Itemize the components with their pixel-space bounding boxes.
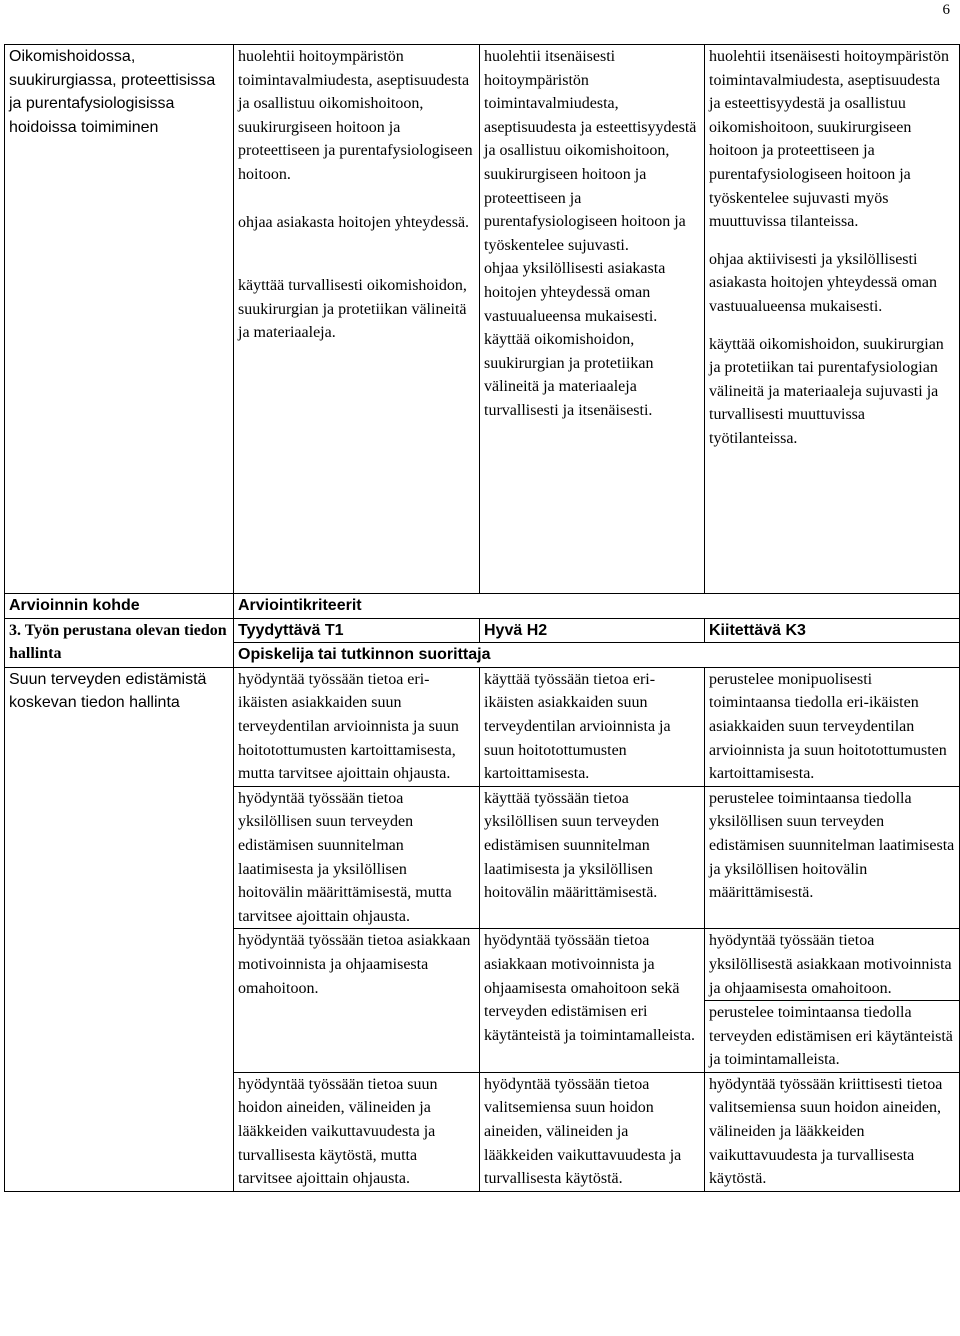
section3-k3-cell: perustelee toimintaansa tiedolla yksilöllisen suun terveyden edistämisen suunnitelman laatimisesta ja yksilöllisen hoitovälin määrittämisestä. [705,786,960,929]
section2-k3-item: huolehtii itsenäisesti hoitoympäristön toimintavalmiudesta, aseptisuudesta ja esteettisyydestä ja osallistuu oikomishoitoon, suukirurgiseen hoitoon ja proteettiseen ja purentafysiologiseen hoitoon ja työskentelee sujuvasti myös muuttuvissa tilanteissa. [709,48,949,231]
section2-t1-item: ohjaa asiakasta hoitojen yhteydessä. [238,213,470,231]
grade-h2-header: Hyvä H2 [480,618,705,643]
section3-k3-cell [705,929,960,1073]
section2-label: Oikomishoidossa, suukirurgiassa, proteettisissa ja purentafysiologisissa hoidoissa toimiminen [5,45,234,594]
section2-t1-item: käyttää turvallisesti oikomishoidon, suukirurgian ja protetiikan välineitä ja materiaaleja. [238,277,467,342]
section2-row [5,45,960,594]
grade-t1-header: Tyydyttävä T1 [234,618,480,643]
target-header: Arvioinnin kohde [5,594,234,619]
grade-k3-header: Kiitettävä K3 [705,618,960,643]
section3-row-1 [5,667,960,786]
section3-k3-subitem: hyödyntää työssään tietoa yksilöllisestä asiakkaan motivoinnista ja ohjaamisesta omahoitoon. [705,929,959,1001]
section2-t1-item: huolehtii hoitoympäristön toimintavalmiudesta, aseptisuudesta ja osallistuu oikomishoitoon, suukirurgiseen hoitoon ja proteettiseen ja purentafysiologiseen hoitoon. [238,48,473,183]
section3-t1-cell: hyödyntää työssään tietoa asiakkaan motivoinnista ja ohjaamisesta omahoitoon. [234,929,480,1073]
section3-t1-cell: hyödyntää työssään tietoa suun hoidon aineiden, välineiden ja lääkkeiden vaikuttavuudesta ja turvallisesta käytöstä, mutta tarvitsee ajoittain ohjausta. [234,1072,480,1191]
section3-h2-cell: hyödyntää työssään tietoa valitsemiensa suun hoidon aineiden, välineiden ja lääkkeiden vaikuttavuudesta ja turvallisesta käytöstä. [480,1072,705,1191]
section3-title: 3. Työn perustana olevan tiedon hallinta [5,618,234,667]
section2-h2-item: ohjaa yksilöllisesti asiakasta hoitojen yhteydessä oman vastuualueensa mukaisesti. [484,260,666,325]
section3-label: Suun terveyden edistämistä koskevan tiedon hallinta [5,667,234,1191]
section3-k3-cell: hyödyntää työssään kriittisesti tietoa valitsemiensa suun hoidon aineiden, välineiden ja lääkkeiden vaikuttavuudesta ja turvallisesta käytöstä. [705,1072,960,1191]
section2-k3-item: ohjaa aktiivisesti ja yksilöllisesti asiakasta hoitojen yhteydessä oman vastuualueensa mukaisesti. [709,250,937,315]
header-row [5,594,960,619]
section3-t1-cell: hyödyntää työssään tietoa eri-ikäisten asiakkaiden suun terveydentilan arvioinnista ja suun hoitotottumusten kartoittamisesta, mutta tarvitsee ajoittain ohjausta. [234,667,480,786]
criteria-header: Arviointikriteerit [234,594,960,619]
grade-header-row [5,618,960,643]
section3-h2-cell: käyttää työssään tietoa eri-ikäisten asiakkaiden suun terveydentilan arvioinnista ja suun hoitotottumusten kartoittamisesta. [480,667,705,786]
section2-k3-cell [705,45,960,594]
section2-h2-item: huolehtii itsenäisesti hoitoympäristön toimintavalmiudesta, aseptisuudesta ja esteettisyydestä ja osallistuu oikomishoitoon, suukirurgiseen hoitoon ja proteettiseen ja purentafysiologiseen hoitoon ja työskentelee sujuvasti. [484,48,697,254]
student-header: Opiskelija tai tutkinnon suorittaja [234,643,960,668]
page-number: 6 [942,2,950,18]
section3-k3-cell: perustelee monipuolisesti toimintaansa tiedolla eri-ikäisten asiakkaiden suun terveydentilan arvioinnista ja suun hoitotottumusten kartoittamisesta. [705,667,960,786]
section3-t1-cell: hyödyntää työssään tietoa yksilöllisen suun terveyden edistämisen suunnitelman laatimisesta ja yksilöllisen hoitovälin määrittämisestä, mutta tarvitsee ajoittain ohjausta. [234,786,480,929]
assessment-criteria-table [4,44,960,1192]
section2-k3-item: käyttää oikomishoidon, suukirurgian ja protetiikan tai purentafysiologian välineitä ja materiaaleja sujuvasti ja turvallisesti muuttuvissa työtilanteissa. [709,335,944,447]
section2-t1-cell [234,45,480,594]
section2-h2-item: käyttää oikomishoidon, suukirurgian ja protetiikan välineitä ja materiaaleja turvallisesti ja itsenäisesti. [484,331,654,419]
section2-h2-cell [480,45,705,594]
section3-h2-cell: käyttää työssään tietoa yksilöllisen suun terveyden edistämisen suunnitelman laatimisesta ja yksilöllisen hoitovälin määrittämisestä. [480,786,705,929]
section3-k3-subitem: perustelee toimintaansa tiedolla terveyden edistämisen eri käytänteistä ja toimintamalleista. [709,1004,953,1069]
section3-h2-cell: hyödyntää työssään tietoa asiakkaan motivoinnista ja ohjaamisesta omahoitoon sekä terveyden edistämisen eri käytänteistä ja toimintamalleista. [480,929,705,1073]
